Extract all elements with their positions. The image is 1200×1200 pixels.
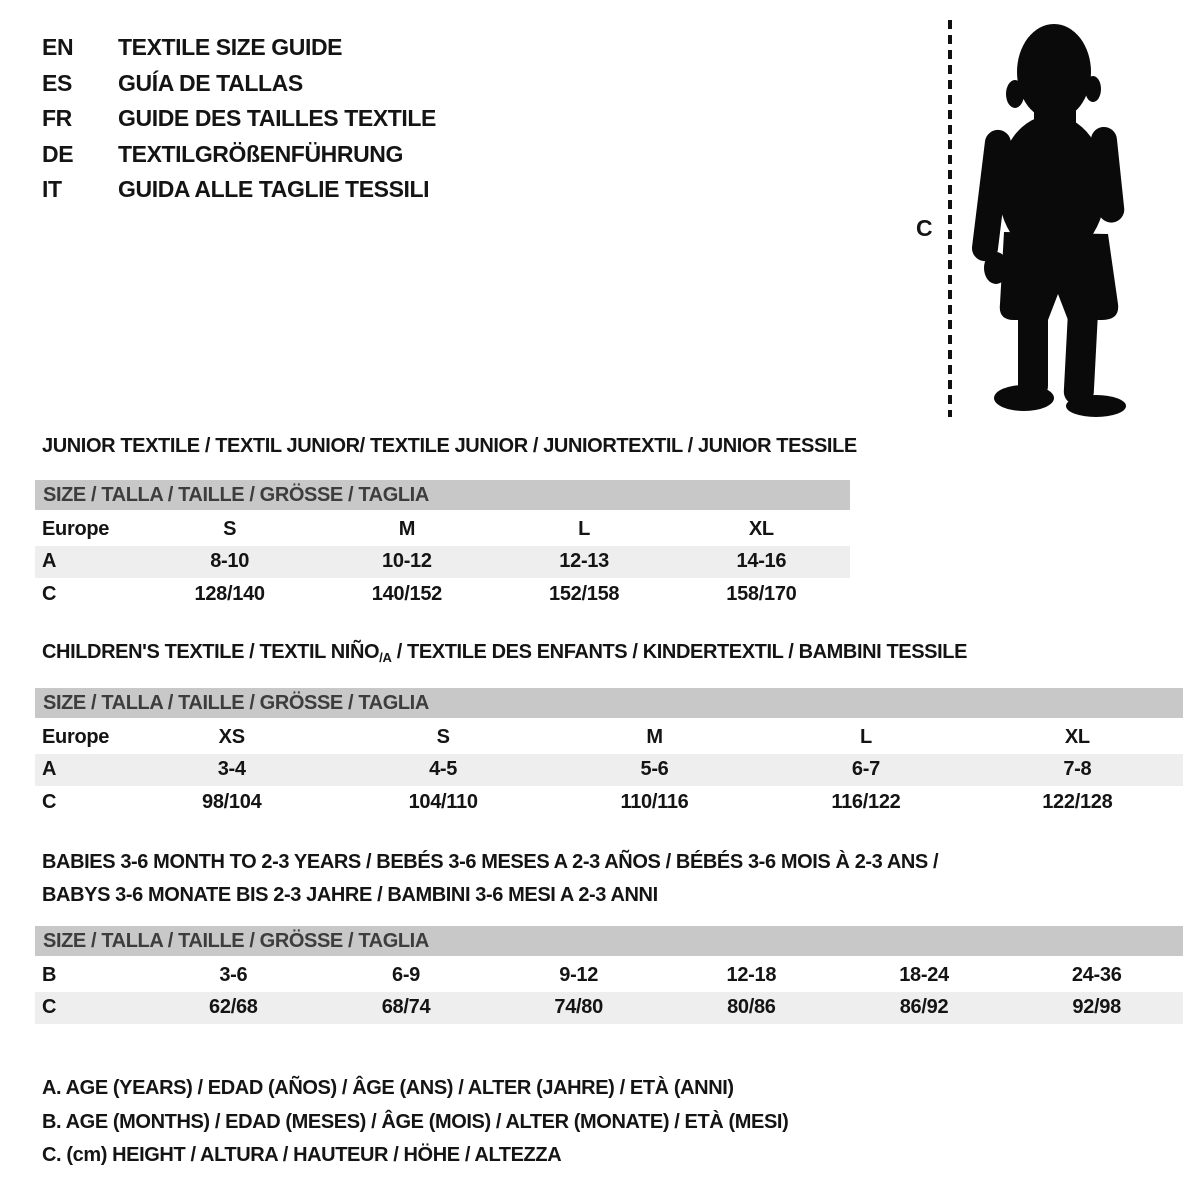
size-cell: XL [1064,725,1090,748]
children-heading-text: / TEXTILE DES ENFANTS / KINDERTEXTIL / BAMBINI TESSILE [391,641,968,663]
height-cell: 80/86 [727,996,776,1019]
babies-section-heading [42,846,938,912]
height-cell: 98/104 [202,790,262,813]
size-cell: M [398,517,416,540]
row-label: B [42,963,57,986]
language-row [42,172,436,208]
months-cell: 6-9 [392,963,421,986]
row-label: C [42,790,57,813]
language-row [42,30,436,66]
row-label: A [42,758,57,781]
row-label: C [42,582,57,605]
table-row [35,959,1183,992]
months-cell: 3-6 [219,963,248,986]
row-label: C [42,996,57,1019]
language-code: ES [42,69,72,96]
table-row [35,721,1183,754]
legend-line-b: B. AGE (MONTHS) / EDAD (MESES) / ÂGE (MOIS) / ALTER (MONATE) / ETÀ (MESI) [42,1110,789,1133]
language-row [42,137,436,173]
babies-heading-line2: BABYS 3-6 MONATE BIS 2-3 JAHRE / BAMBINI 3-6 MESI A 2-3 ANNI [42,884,658,906]
page-title-de: TEXTILGRÖßENFÜHRUNG [118,140,403,167]
height-cell: 158/170 [726,582,797,605]
table-row [35,513,850,546]
size-cell: XS [218,725,245,748]
children-size-table [35,688,1183,819]
children-section-heading [42,641,967,665]
size-cell: L [859,725,872,748]
language-code: IT [42,176,62,203]
age-cell: 6-7 [851,758,880,781]
row-label: Europe [42,517,110,540]
junior-size-table [35,480,850,611]
measurement-legend [42,1072,788,1173]
size-cell: L [578,517,591,540]
row-label: A [42,550,57,573]
height-marker-label: C [916,215,933,241]
height-cell: 104/110 [408,790,478,813]
height-cell: 74/80 [554,996,603,1019]
height-cell: 86/92 [899,996,949,1019]
months-cell: 24-36 [1071,963,1122,986]
size-header-bar: SIZE / TALLA / TAILLE / GRÖSSE / TAGLIA [35,480,850,510]
table-row [35,578,850,611]
table-row [35,546,850,579]
height-cell: 128/140 [194,582,265,605]
language-row [42,66,436,102]
age-cell: 10-12 [382,550,432,573]
height-cell: 68/74 [381,996,431,1019]
size-header-bar: SIZE / TALLA / TAILLE / GRÖSSE / TAGLIA [35,926,1183,956]
children-heading-subscript: /A [379,650,392,665]
page-title-es: GUÍA DE TALLAS [118,69,303,96]
age-cell: 12-13 [559,550,609,573]
height-cell: 140/152 [371,582,442,605]
size-cell: XL [748,517,774,540]
height-cell: 110/116 [620,790,689,813]
months-cell: 18-24 [899,963,949,986]
children-heading-text: CHILDREN'S TEXTILE / TEXTIL NIÑO [42,641,380,663]
age-cell: 14-16 [736,550,787,573]
legend-line-a: A. AGE (YEARS) / EDAD (AÑOS) / ÂGE (ANS) / ALTER (JAHRE) / ETÀ (ANNI) [42,1077,734,1099]
table-row [35,754,1183,787]
age-cell: 7-8 [1063,758,1092,781]
language-code: EN [42,34,74,61]
language-title-list [42,30,436,208]
language-row [42,101,436,137]
height-dashed-line [948,20,952,417]
junior-section-heading: JUNIOR TEXTILE / TEXTIL JUNIOR/ TEXTILE JUNIOR / JUNIORTEXTIL / JUNIOR TESSILE [42,435,857,457]
age-cell: 4-5 [429,758,458,781]
toddler-silhouette-image [962,14,1140,418]
table-row [35,992,1183,1025]
legend-line-c: C. (cm) HEIGHT / ALTURA / HAUTEUR / HÖHE / ALTEZZA [42,1144,562,1166]
height-cell: 92/98 [1072,996,1121,1019]
height-cell: 62/68 [209,996,258,1019]
months-cell: 9-12 [559,963,599,986]
babies-heading-line1: BABIES 3-6 MONTH TO 2-3 YEARS / BEBÉS 3-6 MESES A 2-3 AÑOS / BÉBÉS 3-6 MOIS À 2-3 ANS / [42,851,939,873]
months-cell: 12-18 [726,963,777,986]
age-cell: 8-10 [210,550,250,573]
height-cell: 122/128 [1042,790,1113,813]
size-cell: S [436,725,450,748]
page-title-fr: GUIDE DES TAILLES TEXTILE [118,105,436,132]
size-cell: S [223,517,237,540]
language-code: FR [42,105,72,132]
size-cell: M [646,725,663,748]
height-cell: 152/158 [549,582,620,605]
row-label: Europe [42,725,110,748]
page-title-it: GUIDA ALLE TAGLIE TESSILI [118,176,430,203]
page-title: TEXTILE SIZE GUIDE [118,34,343,61]
age-cell: 5-6 [640,758,669,781]
age-cell: 3-4 [217,758,246,781]
height-cell: 116/122 [831,790,901,813]
size-header-bar: SIZE / TALLA / TAILLE / GRÖSSE / TAGLIA [35,688,1183,718]
babies-size-table [35,926,1183,1024]
language-code: DE [42,140,74,167]
table-row [35,786,1183,819]
